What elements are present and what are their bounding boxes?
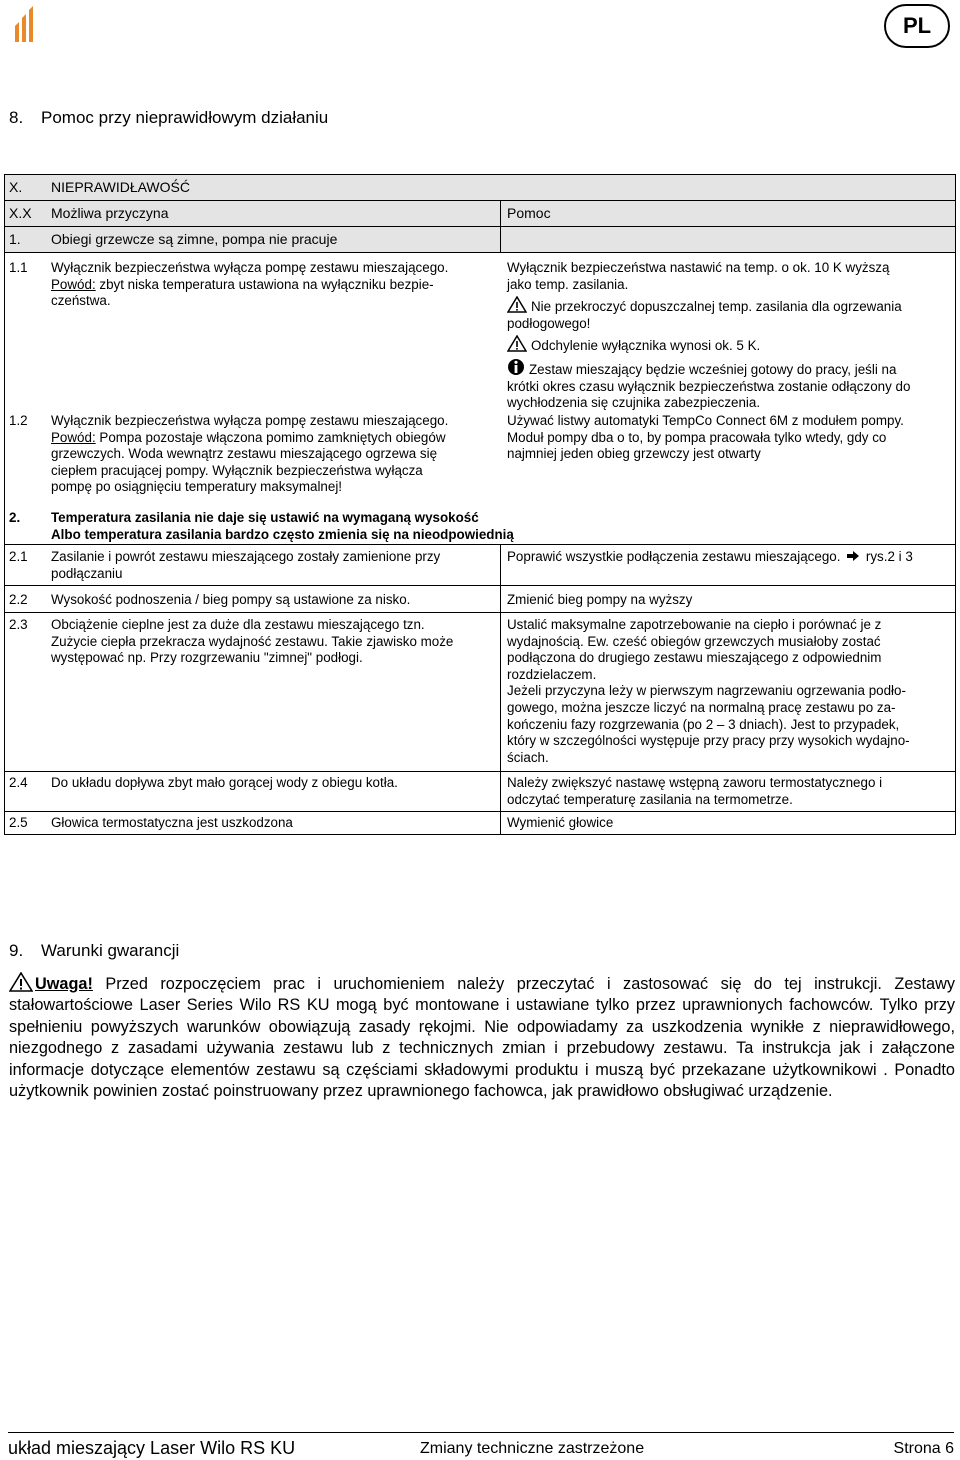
row-number: 1.2 bbox=[9, 413, 28, 428]
info-icon bbox=[507, 358, 525, 376]
brand-logo-icon bbox=[10, 4, 40, 44]
section-number: 9. bbox=[9, 941, 24, 960]
cause-text: Wysokość podnoszenia / bieg pompy są ustawione za nisko. bbox=[51, 592, 411, 607]
warning-icon bbox=[9, 972, 33, 992]
row-number: 2.5 bbox=[9, 815, 28, 830]
footer-divider bbox=[8, 1432, 954, 1433]
warranty-paragraph bbox=[9, 972, 955, 1102]
table-header-row bbox=[5, 227, 955, 253]
cause-text: Obciążenie cieplne jest za duże dla zestawu mieszającego tzn. Zużycie ciepła przekracza wydajność zestawu. Takie zjawisko może występować np. Przy rozgrzewaniu "zimnej" podłogi. bbox=[51, 617, 454, 666]
table-header-row bbox=[5, 175, 955, 201]
cause-text: Wyłącznik bezpieczeństwa wyłącza pompę zestawu mieszającego. Powód: zbyt niska temperatura ustawiona na wyłączniku bezpie- czeństwa. bbox=[51, 260, 449, 309]
footer-page-number: Strona 6 bbox=[893, 1440, 954, 1457]
cause-text: Głowica termostatyczna jest uszkodzona bbox=[51, 815, 293, 830]
row-number: 2.1 bbox=[9, 549, 28, 564]
cause-text: Wyłącznik bezpieczeństwa wyłącza pompę zestawu mieszającego. Powód: Pompa pozostaje włączona pomimo zamkniętych obiegów grzewczych. Woda wewnątrz zestawu mieszającego ogrzewa się ciepłem pracującej pompy. Wyłącznik bezpieczeństwa wyłącza pompę po osiągnięciu temperatury maksymalnej! bbox=[51, 413, 449, 495]
section-title: Warunki gwarancji bbox=[41, 941, 180, 960]
language-badge: PL bbox=[884, 4, 950, 48]
troubleshooting-table bbox=[4, 174, 956, 835]
help-text: Poprawić wszystkie podłączenia zestawu mieszającego. rys.2 i 3 bbox=[507, 549, 913, 564]
footer-product: układ mieszający Laser Wilo RS KU bbox=[8, 1438, 296, 1458]
header-label: Obiegi grzewcze są zimne, pompa nie pracuje bbox=[51, 231, 338, 247]
help-text: Wyłącznik bezpieczeństwa nastawić na temp. o ok. 10 K wyższą jako temp. zasilania. Nie przekroczyć dopuszczalnej temp. zasilania dla ogrzewania podłogowego! Odchylenie wyłącznika wynosi ok. 5 K. Zestaw mieszający będzie wcześniej gotowy do pracy, jeśli na krótki okres czasu wyłącznik bezpieczeństwa zostanie odłączony do wychłodzenia się czujnika zabezpieczenia. bbox=[507, 260, 911, 411]
row-number: 2.2 bbox=[9, 592, 28, 607]
warning-icon bbox=[507, 335, 527, 352]
header-code: X.X bbox=[9, 205, 32, 221]
header-label: NIEPRAWIDŁAWOŚĆ bbox=[51, 179, 190, 195]
header-code: X. bbox=[9, 179, 23, 195]
table-header-row bbox=[5, 201, 955, 227]
warning-icon bbox=[507, 296, 527, 313]
footer-notice: Zmiany techniczne zastrzeżone bbox=[420, 1440, 645, 1457]
section-number: 8. bbox=[9, 108, 24, 127]
row-number: 2.3 bbox=[9, 617, 28, 632]
cause-text: Do układu dopływa zbyt mało gorącej wody z obiegu kotła. bbox=[51, 775, 398, 790]
help-text: Ustalić maksymalne zapotrzebowanie na ciepło i porównać je z wydajnością. Ew. cześć obiegów grzewczych musiałoby zostać podłączona do drugiego zestawu mieszającego z odpowiednim rozdzielaczem. Jeżeli przyczyna leży w pierwszym nagrzewaniu ogrzewania podło- gowego, można jeszcze liczyć na normalną pracę zestawu po za- kończeniu fazy rozgrzewania (po 2 – 3 dniach). Jest to przypadek, który w szczególności występuje przy pracy przy wysokich wydajno- ściach. bbox=[507, 617, 910, 765]
cause-text: Zasilanie i powrót zestawu mieszającego zostały zamienione przy podłączaniu bbox=[51, 549, 441, 581]
header-cause: Możliwa przyczyna bbox=[51, 205, 169, 221]
help-text: Wymienić głowice bbox=[507, 815, 614, 830]
help-text: Zmienić bieg pompy na wyższy bbox=[507, 592, 693, 607]
help-text: Używać listwy automatyki TempCo Connect 6M z modułem pompy. Moduł pompy dba o to, by pompa pracowała tylko wtedy, gdy co najmniej jeden obieg grzewczy jest otwarty bbox=[507, 413, 904, 462]
header-code: 1. bbox=[9, 231, 21, 247]
warranty-text: Przed rozpoczęciem prac i uruchomieniem należy przeczytać i zastosować się do tej instrukcji. Zestawy stałowartościowe Laser Series Wilo RS KU mogą być montowane i ustawiane tylko przez uprawnionych fachowców. Tylko przy spełnieniu powyższych warunków obowiązują zasady rękojmi. Nie odpowiadamy za uszkodzenia wynikłe z nieprawidłowego, niezgodnego z zasadami używania zestawu lub z technicznych zmian i przebudowy zestawu. Ta instrukcja jak i załączone informacje dotyczące elementów zestawu są częściami składowymi produktu i muszą być przekazane użytkownikowi . Ponadto użytkownik powinien zostać poinstruowany przez uprawnionego fachowca, jak prawidłowo obsługiwać urządzenie. bbox=[9, 975, 955, 1101]
section-heading: Temperatura zasilania nie daje się ustawić na wymaganą wysokość Albo temperatura zasilania bardzo często zmienia się na nieodpowiednią bbox=[51, 510, 514, 542]
header-help: Pomoc bbox=[507, 205, 551, 221]
warning-label: Uwaga! bbox=[35, 975, 93, 993]
help-text: Należy zwiększyć nastawę wstępną zaworu termostatycznego i odczytać temperaturę zasilania na termometrze. bbox=[507, 775, 883, 807]
row-number: 1.1 bbox=[9, 260, 28, 275]
arrow-right-icon bbox=[846, 550, 860, 562]
row-number: 2. bbox=[9, 510, 21, 525]
section-title: Pomoc przy nieprawidłowym działaniu bbox=[41, 108, 329, 127]
row-number: 2.4 bbox=[9, 775, 28, 790]
